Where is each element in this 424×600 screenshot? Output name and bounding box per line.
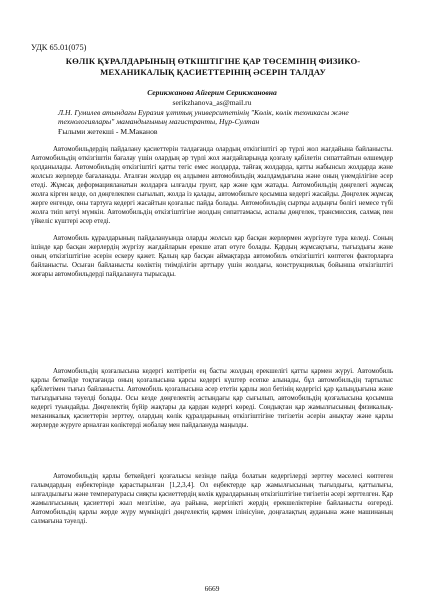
- paragraph-3-text: Автомобильдің қозғалысына кедергі келтіретін ең басты жолдың ерекшелігі қатты қармен жүруі. Автомобиль қарлы беткейде тоқтағанда оның қозғалысына қарсы кедергі күштер есепке алынады, бұл автомобильдің тартылыс қабілетімен тығыз байланысты. Автомобиль қозғалысына әсер ететін қарлы жол бетінің кедергісі қар қалыңдығына және тығыздығына тәуелді болады. Осы кезде дөңгелектің астындағы қар сығылып, автомобильдің қозғалысына қосымша кедергі туындайды. Дөңгелектің бүйір жақтары да қардан кедергі көреді. Сондықтан қар жамылғысының физикалық-механикалық қасиеттерін зерттеу, олардың көлік құралдарының өткізгіштігіне тигізетін әсерін анықтау және қарлы жерлерде жүруге арналған көліктерді жобалау мен пайдалануда маңызды.: [31, 368, 393, 429]
- paragraph-4-text: Автомобильдің қарлы беткейдегі қозғалысы кезінде пайда болатын кедергілерді зерттеу мәселесі көптеген ғалымдардың еңбектерінде қарастырылған [1,2,3,4]. Ол еңбектерде қар жамылғысының тығыздығы, қаттылығы, ылғалдылығы және температурасы сияқты қасиеттердің көлік құралдарының өткізгіштігіне тигізетін әсері зерттелген. Қар жамылғысының қасиеттері жыл мезгіліне, ауа райына, жергілікті жердің ерекшеліктеріне байланысты өзгереді. Автомобильдің қарлы жерде жүру мүмкіндігі дөңгелектің қармен ілінісуіне, доңғалақтың ауданына және машинаның салмағына тәуелді.: [31, 473, 393, 525]
- affiliation-line-1: Л.Н. Гумилев атындағы Еуразия ұлттық университетінің "Көлік, көлік техникасы және: [58, 108, 349, 117]
- author-name: Серикжанова Айгерим Серикжановна: [147, 88, 277, 97]
- paragraph-3: [31, 368, 393, 473]
- title-line-2: МЕХАНИКАЛЫҚ ҚАСИЕТТЕРІНІҢ ӘСЕРІН ТАЛДАУ: [100, 67, 326, 77]
- paragraph-4: [31, 473, 393, 580]
- paragraph-1: [31, 146, 393, 234]
- supervisor: Ғылыми жетекші - М.Маканов: [58, 127, 158, 136]
- affiliation-line-2: технологиялары" мамандығының магистранты, Нұр-Султан: [58, 117, 260, 126]
- page-number: 6669: [204, 584, 220, 593]
- udk-code: УДК 65.01(075): [31, 43, 87, 52]
- paragraph-1-text: Автомобильдердің пайдалану қасиеттерін талдағанда олардың өткізгіштігі әр түрлі жол жағдайына байланысты. Автомобильдің өткізгіштін бағалау үшін олардың әр түрлі жол жағдайларында қозғалу қабілетін сипаттайтын өлшемдер қолданылады. Автомобильдің өткізгіштігі қатты тегіс емес жолдарда, тайғақ жолдарда, қатты жабынсыз жолдарда және жолсыз жерлерде бағаланады. Аталған жолдар ең алдымен автомобильдің жылдамдығына және оның үнемділігіне әсер етеді. Жұмсақ деформацияланатын жолдарға ылғалды грунт, қар және құм жатады. Автомобильдің дөңгелегі жұмсақ жолға кірген кезде, ол дөңгелекпен сығылып, жолда із қалады, автомобильге қосымша кедергі жасайды. Дөңгелек жұмсақ жерге енгенде, оны тартуға кедергі жасайтын қозғалыс пайда болады. Автомобильдің сыртқы алдыңғы бөлігі немесе түбі жолға тиіп кетуі мүмкін. Автомобильдің өткізгіштігіне жолдың сипаттамасы, аспалы дөңгелек, трансмиссия, салмақ пен үйкеліс күштері әсер етеді.: [31, 146, 393, 225]
- title-line-1: КӨЛІК ҚҰРАЛДАРЫНЫҢ ӨТКІШТІГІНЕ ҚАР ТӨСЕМІНІҢ ФИЗИКО-: [65, 56, 361, 66]
- paragraph-2-text: Автомобиль құралдарының пайдалануында оларды жолсыз қар басқан жерлермен жүргізуге тура келеді. Соның ішінде қар басқан жерлердің жүргізу жағдайларын ерекше атап өтуге болады. Қардың жұмсақтығы, тығыздығы және оның өткізгіштігіне әсерін ескеру қажет. Қалың қар басқан аймақтарда автомобиль өткізгіштігі көптеген факторларға байланысты. Осыған байланысты көліктің тиімділігін арттыру үшін жолдағы, конструкциялық бойынша өткізгіштігі жоғары автомобильдерді пайдалануға тырысады.: [31, 235, 393, 278]
- author-email: serikzhanova_as@mail.ru: [172, 98, 252, 107]
- paragraph-2: [31, 235, 393, 368]
